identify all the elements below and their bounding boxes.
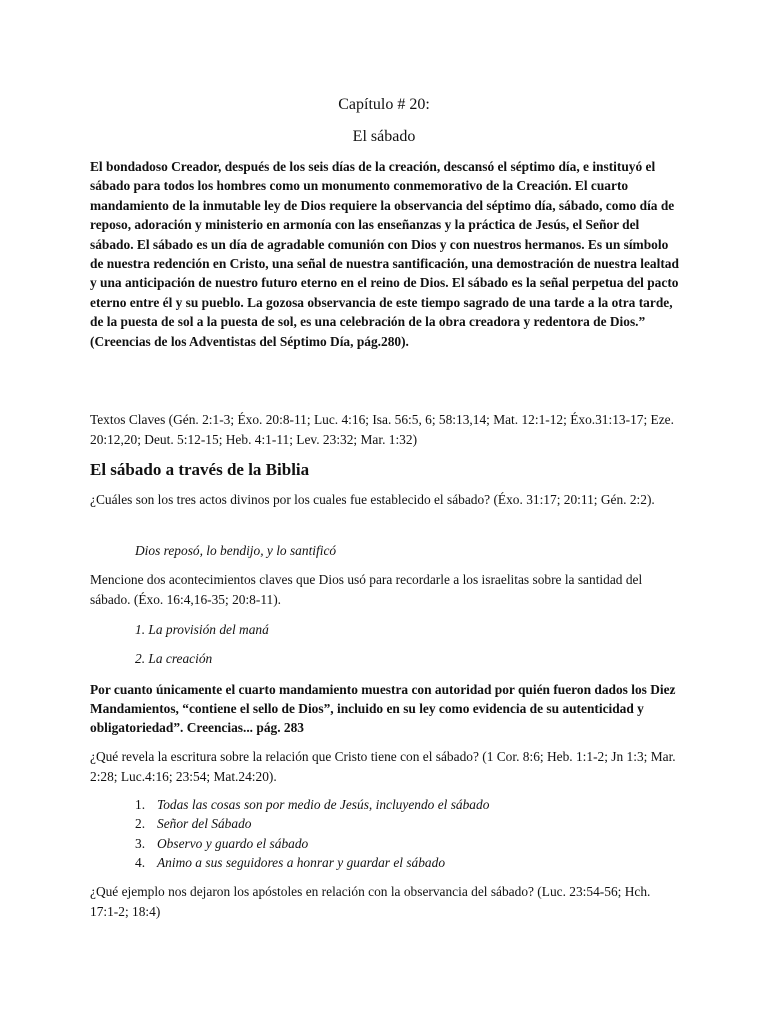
list-item-number: 2. <box>135 816 146 832</box>
list-item-number: 1. <box>135 797 146 812</box>
answer-3-list <box>135 795 489 872</box>
answer-2-item: 1. La provisión del maná <box>135 622 269 637</box>
section-heading: El sábado a través de la Biblia <box>90 460 310 479</box>
chapter-title: Capítulo # 20: <box>338 96 430 113</box>
bold-quote-paragraph: Por cuanto únicamente el cuarto mandamiento muestra con autoridad por quién fueron dados los Diez Mandamientos, “contiene el sello de Dios”, incluido en su ley como evidencia de su autenticidad y obligatoriedad”. Creencias... pág. 283 <box>90 682 676 736</box>
list-item-number: 4. <box>135 854 146 870</box>
list-item <box>135 795 489 814</box>
list-item-text: Todas las cosas son por medio de Jesús, incluyendo el sábado <box>157 797 490 812</box>
question-2: Mencione dos acontecimientos claves que Dios usó para recordarle a los israelitas sobre la santidad del sábado. (Éxo. 16:4,16-35; 20:8-11). <box>90 572 643 607</box>
question-1: ¿Cuáles son los tres actos divinos por los cuales fue establecido el sábado? (Éxo. 31:17; 20:11; Gén. 2:2). <box>90 492 655 507</box>
answer-2-item: 2. La creación <box>135 651 213 666</box>
list-item-text: Señor del Sábado <box>157 816 252 832</box>
list-item-text: Animo a sus seguidores a honrar y guardar el sábado <box>157 854 446 870</box>
question-4: ¿Qué ejemplo nos dejaron los apóstoles en relación con la observancia del sábado? (Luc. 23:54-56; Hch. 17:1-2; 18:4) <box>90 884 651 919</box>
chapter-subtitle: El sábado <box>352 128 416 145</box>
key-texts-paragraph: Textos Claves (Gén. 2:1-3; Éxo. 20:8-11; Luc. 4:16; Isa. 56:5, 6; 58:13,14; Mat. 12:1-12; Éxo.31:13-17; Eze. 20:12,20; Deut. 5:12-15; Heb. 4:1-11; Lev. 23:32; Mar. 1:32) <box>90 412 674 447</box>
question-3: ¿Qué revela la escritura sobre la relación que Cristo tiene con el sábado? (1 Cor. 8:6; Heb. 1:1-2; Jn 1:3; Mar. 2:28; Luc.4:16; 23:54; Mat.24:20). <box>90 749 676 784</box>
list-item <box>135 814 489 833</box>
list-item-text: Observo y guardo el sábado <box>157 835 309 851</box>
list-item-number: 3. <box>135 835 146 851</box>
answer-1: Dios reposó, lo bendijo, y lo santificó <box>135 543 337 558</box>
intro-paragraph: El bondadoso Creador, después de los seis días de la creación, descansó el séptimo día, e instituyó el sábado para todos los hombres como un monumento conmemorativo de la Creación. El cuarto mandamiento de la inmutable ley de Dios requiere la observancia del séptimo día, sábado, como día de reposo, adoración y ministerio en armonía con las enseñanzas y la práctica de Jesús, el Señor del sábado. El sábado es un día de agradable comunión con Dios y con nuestros hermanos. Es un símbolo de nuestra redención en Cristo, una señal de nuestra santificación, una demostración de nuestra lealtad y una anticipación de nuestro futuro eterno en el reino de Dios. El sábado es la señal perpetua del pacto eterno entre él y su pueblo. La gozosa observancia de este tiempo sagrado de una tarde a la otra tarde, de la puesta de sol a la puesta de sol, es una celebración de la obra creadora y redentora de Dios.” (Creencias de los Adventistas del Séptimo Día, pág.280). <box>90 159 679 349</box>
list-item <box>135 834 489 853</box>
list-item <box>135 853 489 872</box>
